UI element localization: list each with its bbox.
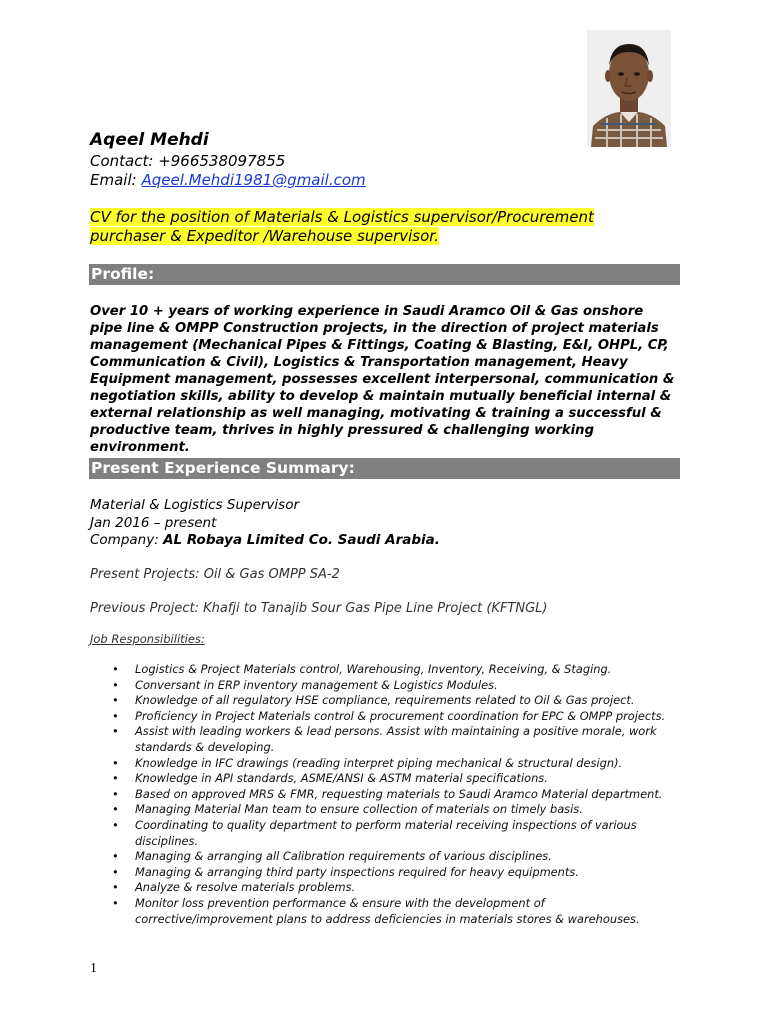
previous-project: Previous Project: Khafji to Tanajib Sour Gas Pipe Line Project (KFTNGL) (90, 601, 548, 616)
contact-label: Contact: (90, 152, 159, 170)
cv-position-statement (90, 208, 650, 246)
contact-line (90, 152, 285, 170)
email-line (90, 171, 366, 189)
job-dates: Jan 2016 – present (90, 515, 217, 531)
cv-position-line-1: CV for the position of Materials & Logistics supervisor/Procurement (90, 208, 594, 226)
list-item: • Analyze & resolve materials problems. (112, 880, 672, 896)
portrait-image (587, 30, 671, 147)
cv-position-line-2: purchaser & Expeditor /Warehouse supervisor. (90, 227, 439, 245)
company-label: Company: (90, 532, 164, 548)
list-item: • Coordinating to quality department to perform material receiving inspections of various disciplines. (112, 818, 672, 849)
email-link[interactable]: Aqeel.Mehdi1981@gmail.com (141, 171, 366, 189)
present-projects: Present Projects: Oil & Gas OMPP SA-2 (90, 567, 340, 582)
profile-photo (587, 30, 671, 147)
list-item: • Monitor loss prevention performance & ensure with the development of corrective/improvement plans to address deficiencies in materials stores & warehouses. (112, 896, 672, 927)
list-item: • Conversant in ERP inventory management & Logistics Modules. (112, 678, 672, 694)
candidate-name: Aqeel Mehdi (90, 130, 209, 150)
company-line (90, 532, 440, 548)
list-item: • Managing & arranging third party inspections required for heavy equipments. (112, 865, 672, 881)
company-name: AL Robaya Limited Co. Saudi Arabia. (163, 532, 440, 548)
list-item: • Proficiency in Project Materials control & procurement coordination for EPC & OMPP projects. (112, 709, 672, 725)
list-item: • Logistics & Project Materials control, Warehousing, Inventory, Receiving, & Staging. (112, 662, 672, 678)
list-item: • Based on approved MRS & FMR, requesting materials to Saudi Aramco Material department. (112, 787, 672, 803)
contact-phone: +966538097855 (158, 152, 286, 170)
job-role: Material & Logistics Supervisor (90, 497, 300, 513)
list-item: • Knowledge in IFC drawings (reading interpret piping mechanical & structural design). (112, 756, 672, 772)
profile-heading: Profile: (89, 264, 680, 285)
list-item: • Managing & arranging all Calibration requirements of various disciplines. (112, 849, 672, 865)
list-item: • Knowledge of all regulatory HSE compliance, requirements related to Oil & Gas project. (112, 693, 672, 709)
profile-text: Over 10 + years of working experience in Saudi Aramco Oil & Gas onshore pipe line & OMPP Construction projects, in the direction of project materials management (Mechanical Pipes & Fittings, Coating & Blasting, E&I, OHPL, CP, Communication & Civil), Logistics & Transportation management, Heavy Equipment management, possesses excellent interpersonal, communication & negotiation skills, ability to develop & maintain mutually beneficial internal & external relationship as well managing, motivating & training a successful & productive team, thrives in highly pressured & challenging working environment. (90, 304, 675, 455)
responsibilities-list (112, 662, 672, 927)
experience-heading: Present Experience Summary: (89, 458, 680, 479)
list-item: • Knowledge in API standards, ASME/ANSI & ASTM material specifications. (112, 771, 672, 787)
page-number: 1 (90, 961, 97, 976)
list-item: • Managing Material Man team to ensure collection of materials on timely basis. (112, 802, 672, 818)
email-label: Email: (90, 171, 142, 189)
list-item: • Assist with leading workers & lead persons. Assist with maintaining a positive morale, work standards & developing. (112, 724, 672, 755)
job-responsibilities-title: Job Responsibilities: (90, 632, 205, 646)
